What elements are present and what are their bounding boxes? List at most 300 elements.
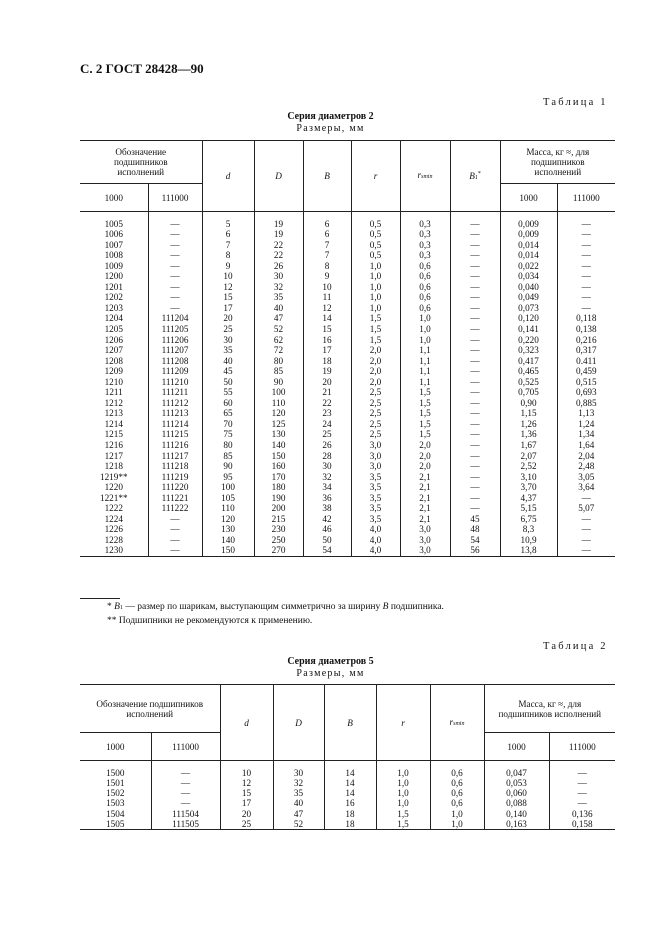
table-cell: 15 [202,292,254,303]
table-cell: 0,459 [557,366,615,377]
table-cell: 1501 [80,778,151,788]
table-cell: 2,0 [400,440,450,451]
table-cell: — [148,524,202,535]
table-cell: 0,120 [500,313,557,324]
table-cell: 85 [254,366,303,377]
table-cell: 190 [254,493,303,504]
table-cell: 2,0 [351,366,400,377]
table-cell: 1,0 [351,303,400,314]
table-cell: — [549,798,615,808]
notes-rule [80,598,120,599]
table-cell: 1,0 [400,313,450,324]
table-cell: 30 [202,335,254,346]
table-row [80,345,615,356]
table1-head-mass: Масса, кг ≈, для подшипников исполнений [500,141,615,184]
table2 [80,684,615,830]
table-cell: — [450,292,500,303]
table-cell: 2,52 [500,461,557,472]
table-cell: 3,5 [351,482,400,493]
table1-title: Серия диаметров 2 [287,111,374,122]
table-cell [273,761,324,768]
table-row [80,282,615,293]
table1-head-designation: Обозначение подшипников исполнений [80,141,202,184]
table-cell: 2,1 [400,493,450,504]
table-cell [303,212,351,219]
table-cell [557,212,615,219]
table-cell: 2,0 [351,377,400,388]
table-cell: 4,0 [351,535,400,546]
table-cell: — [148,229,202,240]
table-cell: 0,705 [500,387,557,398]
table-cell: — [557,303,615,314]
table-cell [549,761,615,768]
table-cell: — [450,482,500,493]
table-cell: 3,0 [400,545,450,556]
table-cell: 0,5 [351,240,400,251]
table-cell: 0,138 [557,324,615,335]
table-row [80,261,615,272]
table-cell: 1006 [80,229,148,240]
table-cell: 125 [254,419,303,430]
table-cell: 40 [254,303,303,314]
table-cell: — [549,788,615,798]
table-cell: 111207 [148,345,202,356]
table-cell: 0,3 [400,250,450,261]
table-cell: 8,3 [500,524,557,535]
table-cell: 1219** [80,472,148,483]
table-cell: 1,1 [400,366,450,377]
table-row [80,366,615,377]
table-cell: — [557,240,615,251]
table-cell: 0,009 [500,229,557,240]
table-cell: 2,1 [400,514,450,525]
table-cell: 34 [303,482,351,493]
table-cell: 100 [202,482,254,493]
table-cell: 1,0 [351,292,400,303]
table-cell: 1,67 [500,440,557,451]
table-cell: 2,1 [400,503,450,514]
table-cell: 1,13 [557,408,615,419]
table-cell: 16 [324,798,376,808]
table-row [80,503,615,514]
table-cell: 2,0 [400,461,450,472]
table-cell: 1502 [80,788,151,798]
table-cell: 111222 [148,503,202,514]
table-row [80,429,615,440]
table-cell: 22 [303,398,351,409]
table-cell: 65 [202,408,254,419]
table-cell: 70 [202,419,254,430]
table-cell: 1,5 [376,819,430,830]
table-cell: — [148,261,202,272]
table-cell: — [557,535,615,546]
table-cell: 0.411 [557,356,615,367]
table-cell: 7 [303,250,351,261]
table-cell: 180 [254,482,303,493]
table-cell [430,761,484,768]
table-cell: 0,6 [400,271,450,282]
table-cell: 0,525 [500,377,557,388]
table-cell: — [450,461,500,472]
table-cell: 111210 [148,377,202,388]
table-cell: 6 [202,229,254,240]
table-cell: 1,5 [351,335,400,346]
table-row [80,292,615,303]
table-cell: 111212 [148,398,202,409]
table-cell [484,761,549,768]
table-cell: 14 [324,778,376,788]
table-cell: 5,07 [557,503,615,514]
table-cell: 111505 [151,819,220,830]
table-cell: 100 [254,387,303,398]
table-cell: 1218 [80,461,148,472]
table-row [80,356,615,367]
table-cell: 3,0 [351,461,400,472]
table-cell: — [450,377,500,388]
table-cell: 0,3 [400,219,450,230]
table-cell: 1,0 [351,261,400,272]
table-cell [351,212,400,219]
table2-head-mass-111000: 111000 [549,733,615,761]
table-cell: — [151,778,220,788]
table-cell: 1,26 [500,419,557,430]
table-cell: — [450,398,500,409]
table-cell: 1203 [80,303,148,314]
table-cell: 0,465 [500,366,557,377]
table-cell: 1226 [80,524,148,535]
table-cell: — [450,324,500,335]
table-cell: 1,5 [400,419,450,430]
table1-body [80,212,615,557]
table2-head-D: D [273,685,324,761]
table-cell: 50 [303,535,351,546]
table-cell: 1207 [80,345,148,356]
table-cell: — [148,219,202,230]
table-cell: — [450,229,500,240]
table-cell: 150 [254,451,303,462]
table-cell: 8 [202,250,254,261]
table2-head-111000: 111000 [151,733,220,761]
table-cell: 14 [303,313,351,324]
table-cell: 200 [254,503,303,514]
table-cell: 62 [254,335,303,346]
table-cell: 0,5 [351,229,400,240]
table-cell: 14 [324,768,376,778]
table-cell: 130 [202,524,254,535]
table-cell: 1228 [80,535,148,546]
table-cell: 4,37 [500,493,557,504]
table-cell: 15 [220,788,273,798]
table-cell: 16 [303,335,351,346]
table-row [80,440,615,451]
table-cell: 26 [303,440,351,451]
table-cell: 1230 [80,545,148,556]
table-cell: 10 [303,282,351,293]
table-cell: 0,5 [351,250,400,261]
table-cell: 120 [202,514,254,525]
table-row [80,419,615,430]
table-cell: 13,8 [500,545,557,556]
table-cell: 0,6 [400,292,450,303]
table-cell: 12 [303,303,351,314]
table-cell: 3,05 [557,472,615,483]
table-row [80,482,615,493]
table-cell: 90 [254,377,303,388]
table-cell: 0,053 [484,778,549,788]
table-cell: 170 [254,472,303,483]
table1-label: Таблица 1 [543,97,608,108]
table-cell: 111214 [148,419,202,430]
table-cell: 250 [254,535,303,546]
table-cell: 60 [202,398,254,409]
table-cell: 0,014 [500,250,557,261]
table-cell: 32 [273,778,324,788]
table-cell: 18 [324,809,376,819]
table-cell: 17 [303,345,351,356]
table-cell: 1500 [80,768,151,778]
table-cell: 2,0 [351,345,400,356]
table-cell: 0,6 [430,768,484,778]
table-cell: 3,10 [500,472,557,483]
table-cell [254,212,303,219]
table-cell: 111205 [148,324,202,335]
table-cell: 8 [303,261,351,272]
table-cell: 1,0 [400,335,450,346]
table-cell: 11 [303,292,351,303]
table1-head-d: d [202,141,254,212]
table-cell [220,761,273,768]
table-cell: 40 [273,798,324,808]
table-cell [450,212,500,219]
table-cell: 0,90 [500,398,557,409]
table-cell: 1214 [80,419,148,430]
table-cell: 1,5 [400,429,450,440]
table-cell: 46 [303,524,351,535]
table-cell: — [151,768,220,778]
table-cell: 1503 [80,798,151,808]
table-cell: 6 [303,219,351,230]
table-cell: 1,0 [376,788,430,798]
table-cell [80,212,148,219]
table-cell: 25 [220,819,273,830]
table-cell: 42 [303,514,351,525]
table-cell: 0,693 [557,387,615,398]
table-cell: 0,6 [430,788,484,798]
table-cell: 1204 [80,313,148,324]
table-cell: 3,0 [351,451,400,462]
table-cell: 1504 [80,809,151,819]
table-row [80,451,615,462]
table-cell: 15 [303,324,351,335]
table-cell: — [450,240,500,251]
table-cell: 30 [254,271,303,282]
table-cell: 0,515 [557,377,615,388]
table-row [80,819,615,830]
table-cell: — [557,229,615,240]
table-cell: 111221 [148,493,202,504]
table-cell: 0,088 [484,798,549,808]
table-cell: 1221** [80,493,148,504]
table-cell: 2,5 [351,387,400,398]
table2-title: Серия диаметров 5 [287,656,374,667]
table2-label: Таблица 2 [543,641,608,652]
table-cell: — [557,250,615,261]
table-cell: — [450,419,500,430]
table-cell: 20 [220,809,273,819]
table-row [80,768,615,778]
table-cell: 130 [254,429,303,440]
table-cell: 0,6 [430,778,484,788]
table-cell: 0,136 [549,809,615,819]
table-cell: — [148,282,202,293]
table-cell: 21 [303,387,351,398]
table-cell: 1202 [80,292,148,303]
table-cell: — [450,250,500,261]
table-cell: 3,5 [351,503,400,514]
table-cell: — [557,219,615,230]
table-cell [202,212,254,219]
table2-subtitle: Размеры, мм [296,668,365,679]
note-1: * B1 — размер по шарикам, выступающим симметрично за ширину B подшипника. [107,602,444,612]
table-cell: — [148,303,202,314]
table-cell: 105 [202,493,254,504]
table-cell: — [450,493,500,504]
table-cell: — [557,282,615,293]
table-row [80,219,615,230]
table1 [80,140,615,557]
table-cell: 1,34 [557,429,615,440]
table-cell: 56 [450,545,500,556]
table-cell: 1,5 [400,398,450,409]
table-cell: 4,0 [351,524,400,535]
table-row [80,271,615,282]
table-cell: — [557,271,615,282]
table-cell: 2,5 [351,419,400,430]
table1-head-r: r [351,141,400,212]
table-row [80,472,615,483]
table-cell: — [450,366,500,377]
table-row [80,524,615,535]
table-cell: 2,5 [351,408,400,419]
table-cell: 2,48 [557,461,615,472]
table-spacer-row [80,761,615,768]
table-cell: 26 [254,261,303,272]
table-cell: 18 [324,819,376,830]
table-cell: 3,0 [400,524,450,535]
table-cell: 17 [202,303,254,314]
table-cell: 85 [202,451,254,462]
table-cell: 1,1 [400,345,450,356]
table-cell: — [450,345,500,356]
table-cell: — [450,282,500,293]
table-cell: 111209 [148,366,202,377]
table1-head-B1: B1* [450,141,500,212]
table-cell: 24 [303,419,351,430]
table1-head-mass-1000: 1000 [500,184,557,212]
table-cell: 140 [254,440,303,451]
table-cell: 12 [202,282,254,293]
table2-head-mass: Масса, кг ≈, для подшипников исполнений [484,685,615,733]
table-cell: 0,060 [484,788,549,798]
table-cell: 1,0 [351,282,400,293]
table-cell: 1,5 [351,324,400,335]
table-cell: 45 [202,366,254,377]
table-cell: 40 [202,356,254,367]
table-cell: 3,5 [351,493,400,504]
table-cell: 48 [450,524,500,535]
table-row [80,398,615,409]
table-cell [80,761,151,768]
table-cell: 1,0 [400,324,450,335]
table-cell: 3,5 [351,514,400,525]
table2-head-r: r [376,685,430,761]
table-cell: 19 [254,219,303,230]
table-row [80,798,615,808]
table-cell: 0,3 [400,240,450,251]
table-cell: 160 [254,461,303,472]
table-cell: 1,24 [557,419,615,430]
table-cell: 150 [202,545,254,556]
table-cell: — [557,261,615,272]
table-cell: 1,0 [376,798,430,808]
table-cell: 0,6 [400,261,450,272]
table-spacer-row [80,212,615,219]
table-cell: 32 [254,282,303,293]
table-cell: 1222 [80,503,148,514]
table-row [80,303,615,314]
table-cell: — [148,292,202,303]
table-cell: 0,220 [500,335,557,346]
table-cell: 0,3 [400,229,450,240]
table-cell: 75 [202,429,254,440]
table1-head-mass-111000: 111000 [557,184,615,212]
table-cell: — [450,472,500,483]
table-cell: — [450,303,500,314]
table-cell: 1,0 [430,809,484,819]
table-cell: 47 [273,809,324,819]
table1-head-rsmin: rsmin [400,141,450,212]
table-cell: 1505 [80,819,151,830]
table-cell: 36 [303,493,351,504]
table-cell: — [450,451,500,462]
table-cell: 0,5 [351,219,400,230]
table-cell: 19 [303,366,351,377]
table-row [80,461,615,472]
table-cell: 2,0 [400,451,450,462]
table-row [80,377,615,388]
table-cell: 2,5 [351,429,400,440]
table-cell: 0,163 [484,819,549,830]
table-cell: 0,034 [500,271,557,282]
table-row [80,493,615,504]
table-cell: 20 [303,377,351,388]
table-cell: 2,07 [500,451,557,462]
table-cell: 3,70 [500,482,557,493]
table-cell: 54 [303,545,351,556]
table-cell: 1,0 [376,768,430,778]
table-cell: — [148,240,202,251]
table-cell: 1,0 [430,819,484,830]
table-cell: 1209 [80,366,148,377]
table-cell: 35 [273,788,324,798]
table1-head-111000: 111000 [148,184,202,212]
table-cell: 1,5 [376,809,430,819]
table2-head-d: d [220,685,273,761]
table-cell: 0,009 [500,219,557,230]
table1-head-D: D [254,141,303,212]
table-cell: 3,0 [351,440,400,451]
table-cell: 55 [202,387,254,398]
